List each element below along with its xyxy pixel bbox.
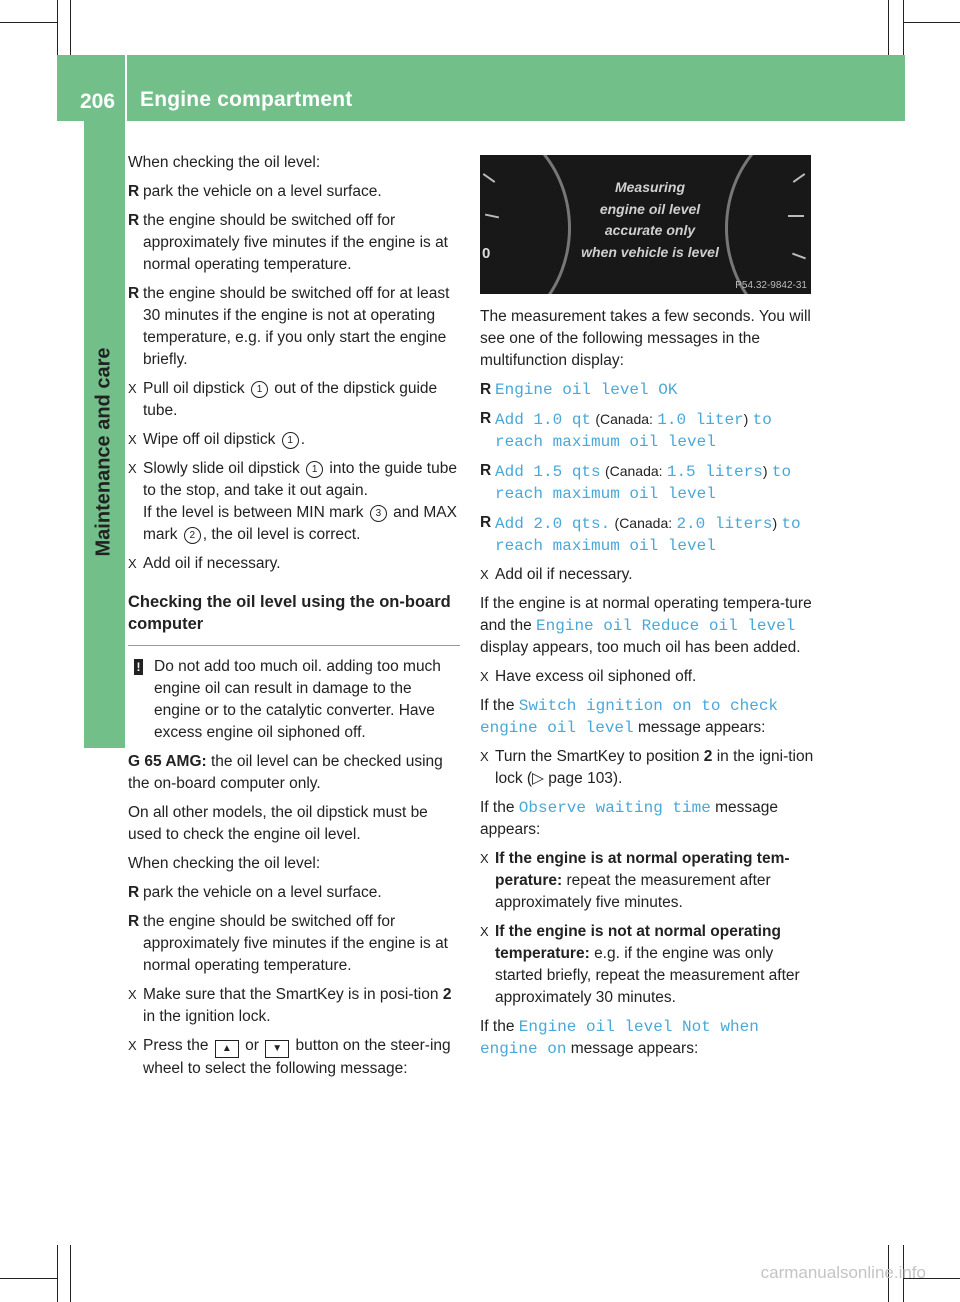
step-arrow-icon: X	[480, 567, 489, 582]
crop-mark	[57, 1245, 58, 1302]
step-arrow-icon: X	[128, 987, 137, 1002]
header-divider	[125, 55, 127, 121]
step-arrow-icon: X	[480, 669, 489, 684]
bullet-item: R the engine should be switched off for approximately five minutes if the engine is at normal operating temperature.	[128, 913, 448, 974]
bullet-item: R Add 1.0 qt (Canada: 1.0 liter) to reach maximum oil level	[480, 410, 772, 451]
step-item: X If the engine is not at normal operating temperature: e.g. if the engine was only started briefly, repeat the measurement after approximately 30 minutes.	[480, 923, 800, 1006]
paragraph: On all other models, the oil dipstick must be used to check the engine oil level.	[128, 804, 428, 843]
section-side-tab-label: Maintenance and care	[92, 347, 115, 557]
warning-icon: !	[134, 659, 143, 675]
step-item: X Slowly slide oil dipstick 1 into the guide tube to the stop, and take it out again.	[128, 460, 457, 499]
gauge-left	[480, 155, 571, 294]
bullet-item: R the engine should be switched off for approximately five minutes if the engine is at normal operating temperature.	[128, 212, 448, 273]
crop-mark	[70, 1245, 71, 1302]
page-number: 206	[80, 90, 116, 113]
paragraph: If the Observe waiting time message appears:	[480, 799, 779, 838]
step-arrow-icon: X	[480, 749, 489, 764]
step-arrow-icon: X	[480, 851, 489, 866]
crop-mark	[888, 0, 889, 55]
paragraph: When checking the oil level:	[128, 154, 321, 171]
gauge-zero-label: 0	[482, 245, 491, 262]
bullet-mark: R	[480, 381, 492, 398]
callout-number: 1	[251, 381, 268, 398]
callout-number: 1	[306, 461, 323, 478]
step-item: X Press the ▲ or ▼ button on the steer-ing wheel to select the following message:	[128, 1037, 451, 1077]
down-arrow-key-icon: ▼	[265, 1040, 289, 1058]
bullet-mark: R	[128, 884, 140, 901]
crop-mark	[0, 22, 57, 23]
step-item: X Add oil if necessary.	[480, 564, 814, 586]
page-reference-icon: ▷	[532, 770, 544, 787]
left-column	[128, 152, 460, 1087]
crop-mark	[903, 22, 960, 23]
section-heading: Checking the oil level using the on-board computer	[128, 591, 460, 646]
warning-note: ! Do not add too much oil. adding too much engine oil can result in damage to the engine or to the catalytic converter. Have excess engine oil siphoned off.	[128, 656, 460, 744]
crop-mark	[0, 1278, 57, 1279]
paragraph: If the engine is at normal operating tempera-ture and the Engine oil Reduce oil level display appears, too much oil has been added.	[480, 595, 812, 656]
figure-code: P54.32-9842-31	[735, 280, 807, 291]
step-arrow-icon: X	[128, 1038, 137, 1053]
bullet-mark: R	[480, 462, 492, 479]
bullet-mark: R	[480, 514, 492, 531]
step-item: X If the engine is at normal operating tem-perature: repeat the measurement after approximately five minutes.	[480, 850, 790, 911]
callout-number: 3	[370, 505, 387, 522]
crop-mark	[57, 0, 58, 55]
callout-number: 1	[282, 432, 299, 449]
bullet-mark: R	[128, 285, 140, 302]
bullet-mark: R	[128, 913, 140, 930]
bullet-item: R Add 1.5 qts (Canada: 1.5 liters) to reach maximum oil level	[480, 462, 792, 503]
bullet-mark: R	[128, 183, 140, 200]
watermark[interactable]: carmanualsonline.info	[760, 1263, 926, 1282]
step-note: If the level is between MIN mark 3 and MAX mark 2 , the oil level is correct.	[143, 504, 457, 543]
paragraph: G 65 AMG: the oil level can be checked using the on-board computer only.	[128, 753, 443, 792]
step-item: X Turn the SmartKey to position 2 in the igni-tion lock (▷ page 103).	[480, 748, 814, 787]
callout-number: 2	[184, 527, 201, 544]
paragraph: If the Engine oil level Not when engine on message appears:	[480, 1018, 759, 1058]
bullet-item: R park the vehicle on a level surface.	[128, 181, 460, 203]
paragraph: If the Switch ignition on to check engine oil level message appears:	[480, 697, 779, 737]
bullet-item: R Add 2.0 qts. (Canada: 2.0 liters) to reach maximum oil level	[480, 514, 801, 555]
bullet-item: R Engine oil level OK	[480, 381, 678, 399]
crop-mark	[70, 0, 71, 55]
page-reference-link[interactable]: page 103).	[548, 770, 623, 787]
bullet-mark: R	[128, 212, 140, 229]
up-arrow-key-icon: ▲	[215, 1040, 239, 1058]
bullet-mark: R	[480, 410, 492, 427]
step-arrow-icon: X	[128, 432, 137, 447]
crop-mark	[903, 0, 904, 55]
step-item: X Add oil if necessary.	[128, 553, 460, 575]
bullet-item: R park the vehicle on a level surface.	[128, 882, 460, 904]
step-item: X Have excess oil siphoned off.	[480, 666, 814, 688]
display-message: Measuring engine oil level accurate only when vehicle is level	[581, 179, 719, 260]
page-title: Engine compartment	[140, 88, 353, 111]
gauge-tick	[788, 215, 804, 217]
step-item: X Make sure that the SmartKey is in posi-tion 2 in the ignition lock.	[128, 986, 452, 1025]
paragraph: When checking the oil level:	[128, 855, 321, 872]
step-arrow-icon: X	[128, 556, 137, 571]
step-arrow-icon: X	[480, 924, 489, 939]
right-column	[480, 306, 814, 1067]
step-arrow-icon: X	[128, 461, 137, 476]
multifunction-display-figure	[480, 155, 811, 294]
bullet-item: R the engine should be switched off for at least 30 minutes if the engine is not at operating temperature, e.g. if you only start the engine briefly.	[128, 285, 450, 368]
step-item: X Pull oil dipstick 1 out of the dipstick guide tube.	[128, 380, 438, 419]
step-item: X Wipe off oil dipstick 1 .	[128, 429, 460, 451]
paragraph: The measurement takes a few seconds. You will see one of the following messages in the multifunction display:	[480, 308, 811, 369]
step-arrow-icon: X	[128, 381, 137, 396]
